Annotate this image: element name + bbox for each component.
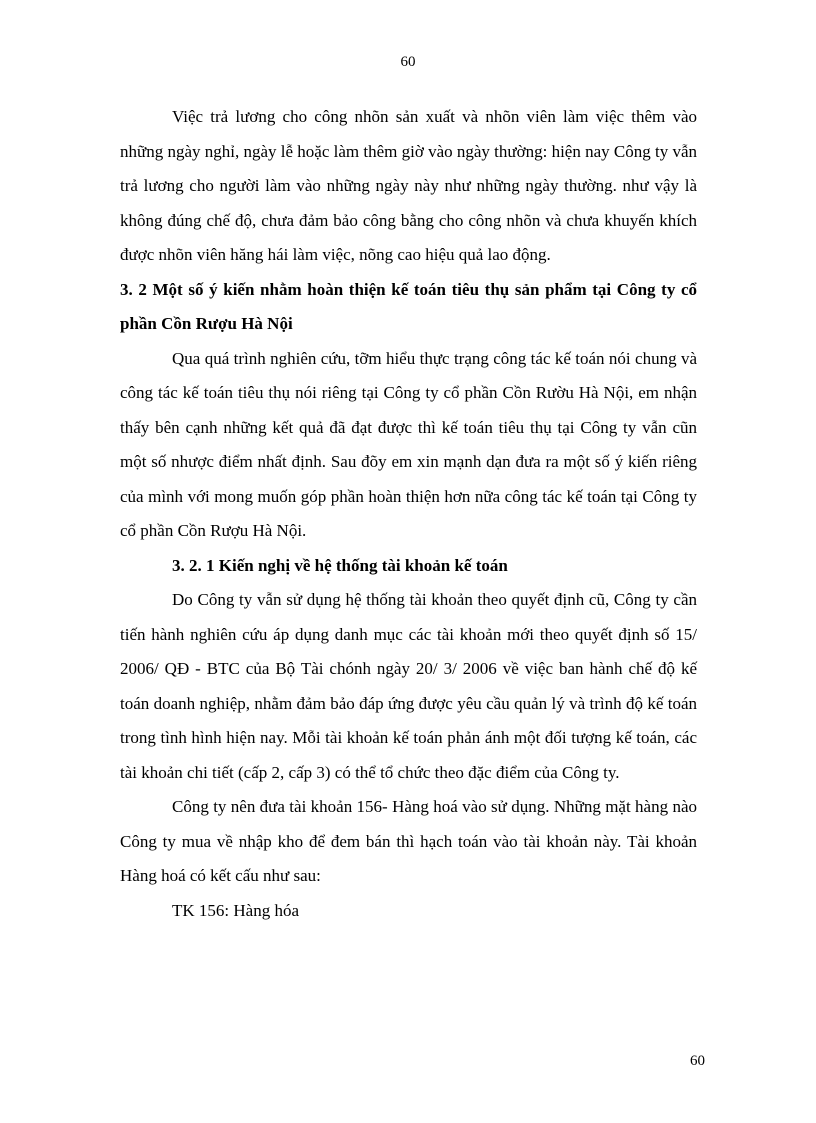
- paragraph-wage-overtime: Việc trả lương cho công nhõn sản xuất và nhõn viên làm việc thêm vào những ngày nghỉ, ngày lễ hoặc làm thêm giờ vào ngày thường: hiện nay Công ty vẫn trả lương cho người làm vào những ngày này như những ngày thường. như vậy là không đúng chế độ, chưa đảm bảo công bằng cho công nhõn và chưa khuyến khích được nhõn viên hăng hái làm việc, nõng cao hiệu quả lao động.: [120, 107, 697, 264]
- document-body: [120, 100, 697, 928]
- page-number-bottom: 60: [690, 1053, 705, 1069]
- section-heading-3-2: 3. 2 Một số ý kiến nhằm hoàn thiện kế toán tiêu thụ sản phẩm tại Công ty cổ phần Cồn Rượu Hà Nội: [120, 279, 697, 333]
- subsection-heading-3-2-1: 3. 2. 1 Kiến nghị về hệ thống tài khoản kế toán: [172, 555, 508, 575]
- page-number-top: 60: [400, 54, 416, 70]
- paragraph-account-system: Do Công ty vẫn sử dụng hệ thống tài khoản theo quyết định cũ, Công ty cần tiến hành nghiên cứu áp dụng danh mục các tài khoản mới theo quyết định số 15/ 2006/ QĐ - BTC của Bộ Tài chónh ngày 20/ 3/ 2006 về việc ban hành chế độ kế toán doanh nghiệp, nhằm đảm bảo đáp ứng được yêu cầu quản lý và trình độ kế toán trong tình hình hiện nay. Mỗi tài khoản kế toán phản ánh một đối tượng kế toán, các tài khoản chi tiết (cấp 2, cấp 3) có thể tổ chức theo đặc điểm của Công ty.: [120, 590, 697, 782]
- paragraph-tk-156-title: TK 156: Hàng hóa: [172, 900, 300, 920]
- paragraph-research-overview: Qua quá trình nghiên cứu, tỡm hiểu thực trạng công tác kế toán nói chung và công tác kế toán tiêu thụ nói riêng tại Công ty cổ phần Cồn Rườu Hà Nội, em nhận thấy bên cạnh những kết quả đã đạt được thì kế toán tiêu thụ tại Công ty vẫn cũn một số nhược điểm nhất định. Sau đõy em xin mạnh dạn đưa ra một số ý kiến riêng của mình với mong muốn góp phần hoàn thiện hơn nữa công tác kế toán tại Công ty cổ phần Cồn Rượu Hà Nội.: [120, 348, 697, 540]
- paragraph-account-156: Công ty nên đưa tài khoản 156- Hàng hoá vào sử dụng. Những mặt hàng nào Công ty mua về nhập kho để đem bán thì hạch toán vào tài khoản này. Tài khoản Hàng hoá có kết cấu như sau:: [120, 797, 697, 885]
